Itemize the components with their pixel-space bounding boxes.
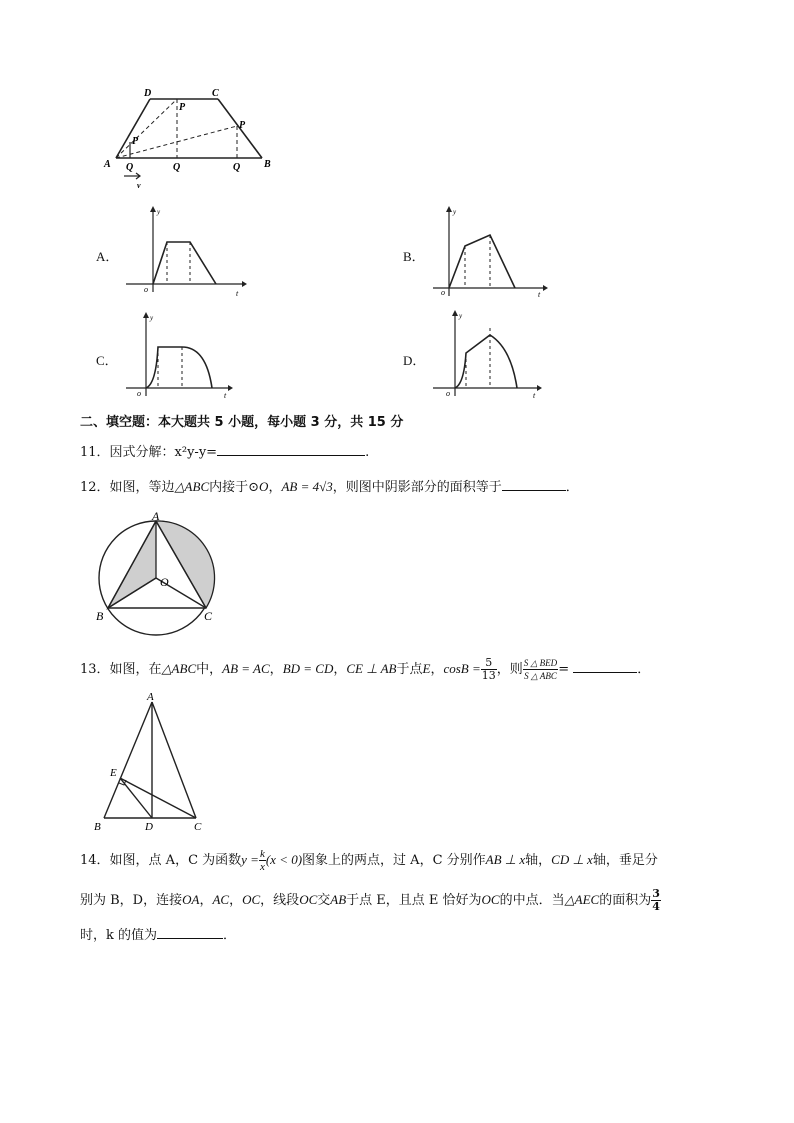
q12-pre: 如图，等边 [109, 480, 175, 495]
question-14-line-2: 别为 B，D，连接OA，AC，OC，线段OC交AB于点 E，且点 E 恰好为OC的中点．当△AEC的面积为 $\frac{3}{4}$ [80, 887, 660, 913]
q12-label-B: B [96, 609, 104, 623]
q12-answer-blank[interactable] [502, 478, 566, 491]
q13-cond3: CE ⊥ AB [346, 661, 397, 676]
q12-circle-symbol: ⊙ [248, 480, 260, 495]
q14-k-over-x: $\frac{k}{x}$ [259, 848, 265, 873]
q14-three-quarters: $\frac{3}{4}$ [652, 887, 660, 913]
q14-aec: △AEC [564, 892, 600, 907]
q13-cos-fraction: $\frac{5}{13}$ [481, 656, 496, 682]
option-b-x-label: t [538, 290, 541, 298]
q12-post: ，则图中阴影部分的面积等于 [332, 480, 502, 495]
option-c-y-label: y [150, 314, 154, 322]
option-a-x-label: t [236, 289, 239, 298]
question-11 [80, 443, 369, 462]
q12-end: ． [565, 480, 579, 495]
q14-oa: OA [182, 892, 200, 907]
q14-end: ． [223, 928, 237, 943]
option-d-x-label: t [533, 391, 536, 400]
q12-mid: 内接于 [209, 480, 249, 495]
q14-l2a: 别为 B，D，连接 [80, 893, 183, 908]
question-14-line-1 [80, 846, 658, 875]
option-a-y-label: y [157, 208, 161, 216]
q14-l3a: 时，k 的值为 [80, 928, 158, 943]
section-title: 二、填空题：本大题共 5 小题，每小题 3 分，共 15 分 [80, 415, 404, 430]
label-Q3: Q [233, 162, 241, 173]
q13-ze: ，则 [496, 662, 523, 677]
q14-l2c: 于点 E，且点 E 恰好为 [346, 893, 482, 908]
q13-cond1: AB = AC [222, 661, 270, 676]
q13-pre: 如图，在 [109, 662, 162, 677]
q12-triangle: △ABC [174, 479, 210, 494]
q14-ab2: AB [330, 892, 347, 907]
q13-number: 13． [80, 662, 110, 677]
q11-end: . [365, 445, 370, 460]
q13-cos: cosB = [443, 661, 481, 676]
option-d-graph [425, 308, 545, 400]
q14-oc: OC [242, 892, 261, 907]
label-B: B [264, 159, 271, 170]
q14-cd-perp: CD ⊥ x [551, 852, 593, 867]
q13-figure [90, 688, 210, 834]
label-P3: P [239, 120, 246, 131]
q12-figure [92, 510, 226, 638]
label-C: C [212, 88, 219, 99]
q13-answer-blank[interactable] [573, 660, 637, 673]
option-a-origin: o [144, 285, 148, 294]
q14-ab-perp: AB ⊥ x [485, 852, 526, 867]
q13-yu: 于点 [396, 662, 423, 677]
question-14-line-3 [80, 926, 236, 945]
q12-number: 12． [80, 480, 110, 495]
question-13: 13．如图，在△ABC中，AB = AC，BD = CD，CE ⊥ AB于点E，cosB = $\frac{5}{13}$ ，则 $\frac{\text{S △ BED}}{\text{S △ ABC}}$ = ． [80, 656, 651, 682]
q13-e: E [422, 661, 431, 676]
q14-cond: (x < 0) [265, 852, 303, 867]
q13-area-ratio: $\frac{\text{S △ BED}}{\text{S △ ABC}}$ [523, 658, 558, 681]
option-d-origin: o [446, 389, 450, 398]
q14-number: 14． [80, 853, 110, 868]
q13-label-E: E [110, 767, 117, 779]
q12-center: O [259, 479, 269, 494]
q11-number: 11． [80, 445, 110, 460]
q12-label-C: C [204, 609, 213, 623]
q13-label-C: C [194, 821, 202, 833]
option-b-origin: o [441, 288, 445, 297]
option-a-graph [118, 204, 248, 298]
label-Q1: Q [126, 162, 134, 173]
q14-l1b: 图象上的两点，过 A，C 分别作 [302, 853, 486, 868]
q14-ac: AC [212, 892, 230, 907]
q12-label-O: O [160, 575, 169, 589]
trapezoid-figure [100, 84, 280, 194]
q14-oc2: OC [299, 892, 318, 907]
q13-triangle: △ABC [161, 661, 197, 676]
label-P1: P [132, 136, 139, 147]
q14-jiao: 交 [317, 893, 331, 908]
option-c-graph [118, 310, 236, 400]
q14-zhou1: 轴， [525, 853, 552, 868]
q13-zhong: 中， [196, 662, 223, 677]
q11-answer-blank[interactable] [217, 443, 365, 456]
label-D: D [144, 88, 152, 99]
q13-label-D: D [145, 821, 153, 833]
option-c-x-label: t [224, 391, 227, 400]
q14-l2e: 的面积为 [599, 893, 652, 908]
option-c-letter: C． [96, 353, 118, 368]
q12-ab: AB = 4 [281, 479, 320, 494]
option-c-origin: o [137, 389, 141, 398]
q13-label-B: B [94, 821, 101, 833]
q14-zhou2: 轴，垂足分 [592, 853, 658, 868]
q14-l2b: ，线段 [260, 893, 300, 908]
q12-label-A: A [152, 510, 160, 523]
label-P2: P [179, 102, 186, 113]
option-d-y-label: y [459, 312, 463, 320]
option-b-graph [425, 204, 550, 298]
option-a-letter: A． [96, 249, 119, 264]
q13-cond2: BD = CD [282, 661, 334, 676]
q14-l2d: 的中点．当 [499, 893, 565, 908]
option-b-y-label: y [453, 208, 457, 216]
q13-label-A: A [147, 691, 154, 703]
q14-l1a: 如图，点 A，C 为函数 [109, 853, 242, 868]
q13-eq: = [558, 662, 570, 677]
option-d-letter: D． [403, 353, 426, 368]
q12-sqrt: √3 [319, 479, 333, 494]
label-Q2: Q [173, 162, 181, 173]
option-b-letter: B． [403, 249, 425, 264]
label-A: A [104, 159, 111, 170]
q14-func: y = [241, 852, 259, 867]
question-12: 12．如图，等边△ABC内接于⊙O，AB = 4√3，则图中阴影部分的面积等于 ． [80, 479, 579, 495]
q11-text: 因式分解：x²y-y= [109, 445, 218, 460]
q13-end: ． [637, 662, 651, 677]
label-v: v [137, 181, 141, 190]
q14-oc3: OC [481, 892, 500, 907]
q14-answer-blank[interactable] [157, 926, 223, 939]
